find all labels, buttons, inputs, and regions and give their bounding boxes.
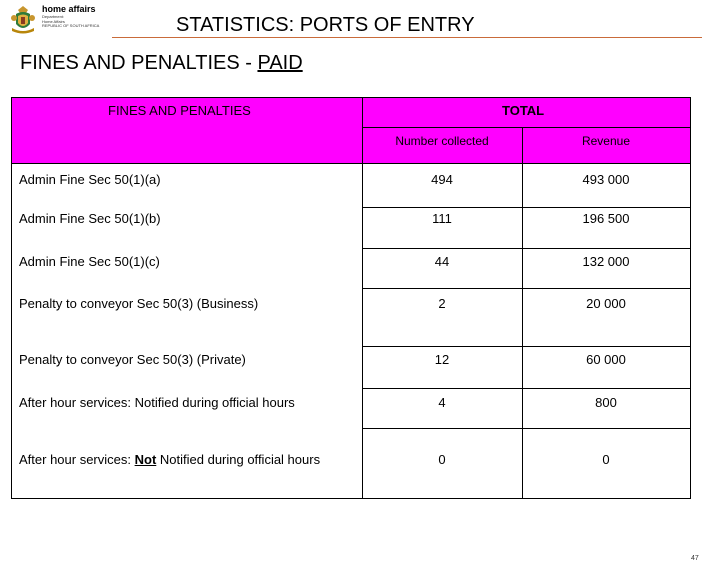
divider	[362, 346, 690, 347]
row-label: Admin Fine Sec 50(1)(c)	[19, 254, 160, 269]
row-label: Penalty to conveyor Sec 50(3) (Business)	[19, 296, 259, 311]
not-emphasis: Not	[134, 452, 157, 467]
divider	[362, 388, 690, 389]
header-number-collected: Number collected	[395, 134, 489, 148]
row-revenue: 20 000	[586, 296, 626, 311]
header-revenue: Revenue	[581, 134, 631, 148]
row-label: Admin Fine Sec 50(1)(a)	[19, 172, 161, 187]
row-revenue: 132 000	[582, 254, 630, 269]
divider	[362, 127, 690, 128]
brand-subtext: Department: Home Affairs REPUBLIC OF SOUTH AFRICA	[42, 14, 100, 28]
row-revenue: 196 500	[582, 211, 630, 226]
row-number: 111	[432, 211, 452, 226]
row-revenue: 800	[595, 395, 617, 410]
fines-table	[11, 97, 691, 499]
row-label: Penalty to conveyor Sec 50(3) (Private)	[19, 352, 246, 367]
page-subtitle: FINES AND PENALTIES - PAID	[20, 52, 303, 74]
page-title: STATISTICS: PORTS OF ENTRY	[176, 14, 475, 36]
divider	[362, 288, 690, 289]
row-number: 4	[438, 395, 446, 410]
row-number: 0	[438, 452, 446, 467]
row-number: 12	[434, 352, 450, 367]
subtitle-emphasis: PAID	[257, 52, 303, 74]
row-revenue: 60 000	[586, 352, 626, 367]
divider	[362, 248, 690, 249]
row-number: 44	[434, 254, 450, 269]
row-label: After hour services: Not Notified during official hours	[19, 452, 321, 467]
page-number: 47	[691, 555, 699, 562]
department-logo	[8, 4, 108, 40]
header-fines-penalties: FINES AND PENALTIES	[108, 103, 251, 118]
row-number: 2	[438, 296, 446, 311]
header-total: TOTAL	[502, 103, 545, 118]
row-revenue: 0	[602, 452, 610, 467]
row-revenue: 493 000	[582, 172, 630, 187]
coat-of-arms-icon	[8, 4, 38, 36]
row-label: Admin Fine Sec 50(1)(b)	[19, 211, 161, 226]
row-number: 494	[431, 172, 453, 187]
divider	[12, 163, 690, 164]
divider	[362, 428, 690, 429]
row-label: After hour services: Notified during official hours	[19, 395, 295, 410]
brand-name: home affairs	[42, 4, 96, 14]
header-rule	[112, 37, 702, 38]
divider	[362, 207, 690, 208]
